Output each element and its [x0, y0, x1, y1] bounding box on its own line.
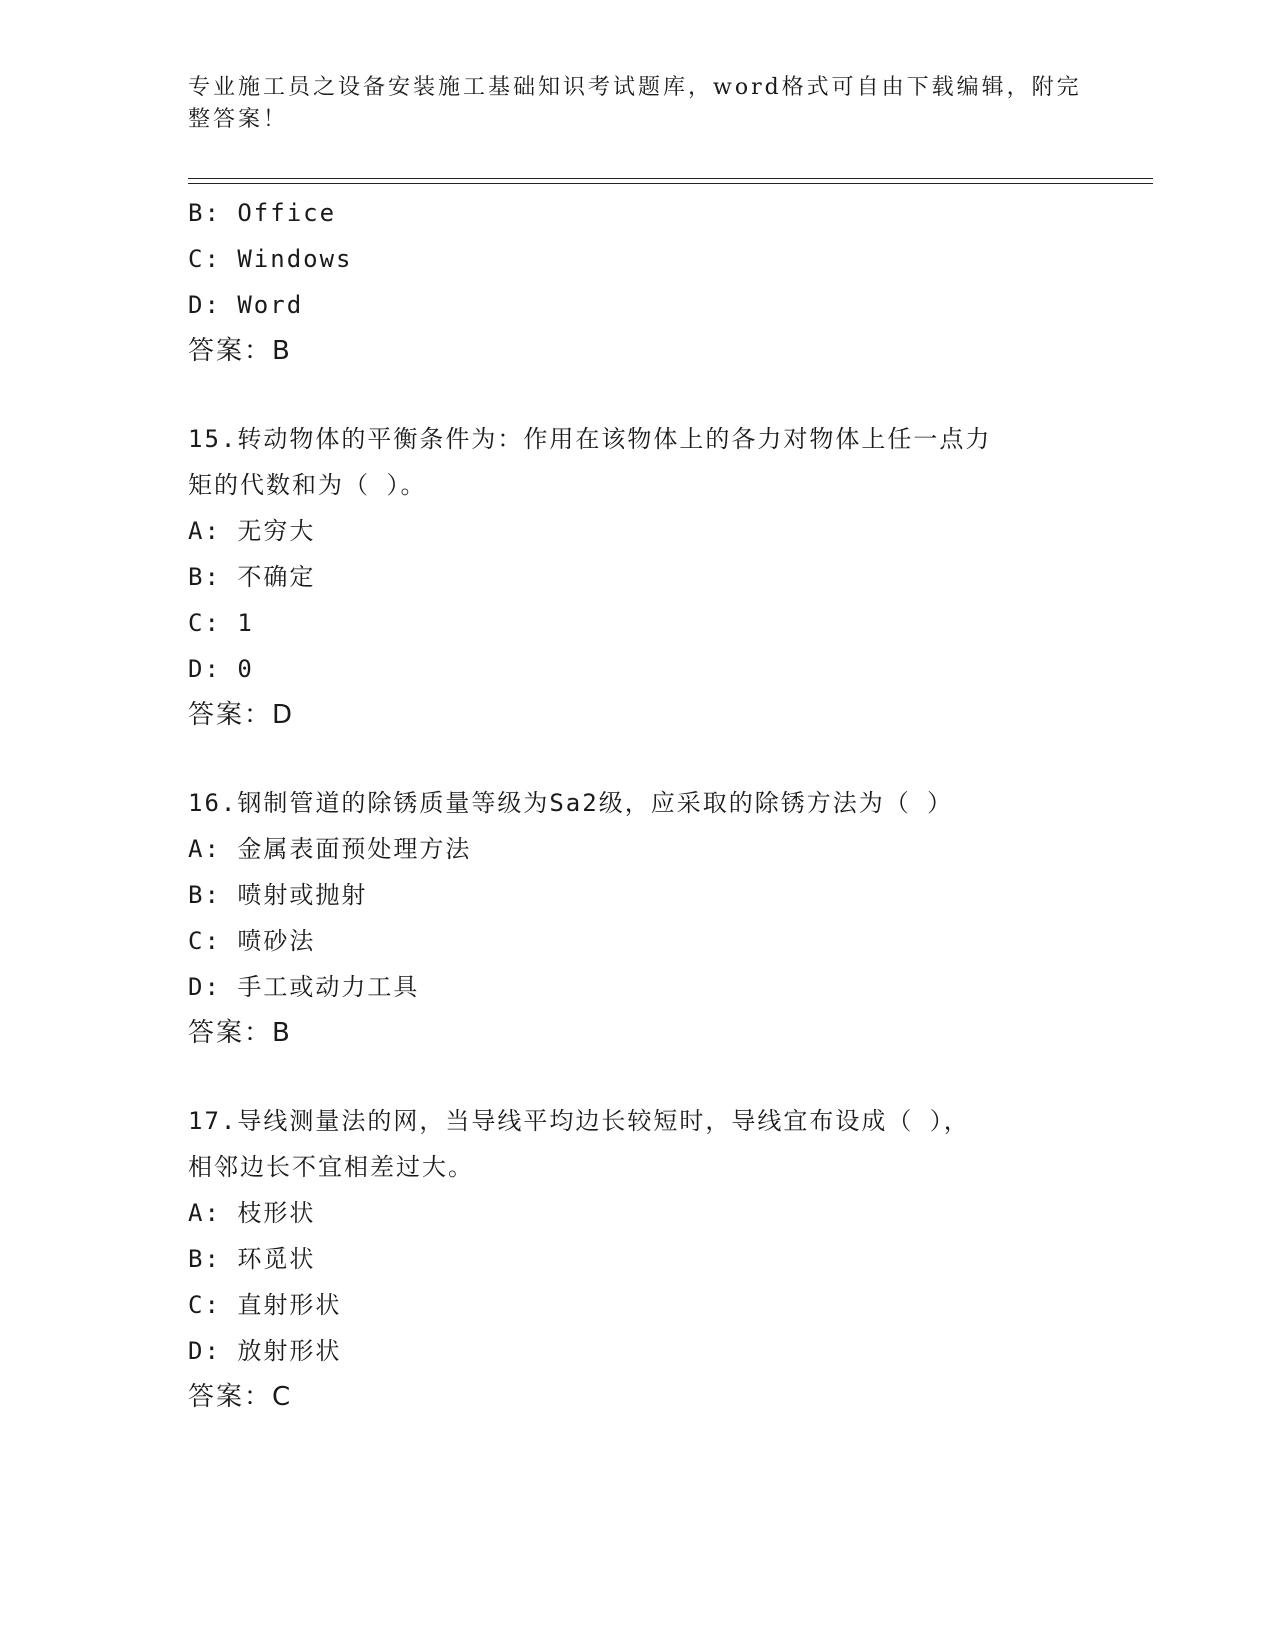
question-stem-line-2: 相邻边长不宜相差过大。: [188, 1153, 474, 1181]
answer-line: 答案：C: [188, 1382, 293, 1412]
option-c: C: 1: [188, 609, 254, 637]
header-line-2: 整答案！: [188, 107, 289, 132]
question-14: [188, 190, 1088, 374]
option-d: D: 0: [188, 655, 254, 683]
question-stem-line-1: 17.导线测量法的网，当导线平均边长较短时，导线宜布设成（ ），: [188, 1107, 970, 1135]
option-d: D: 手工或动力工具: [188, 973, 420, 1001]
question-15: [188, 416, 1088, 738]
option-b: B: 环觅状: [188, 1245, 316, 1273]
question-gap: [188, 374, 1088, 416]
question-list: [188, 190, 1088, 1420]
option-a: A: 金属表面预处理方法: [188, 835, 472, 863]
question-stem-line-2: 矩的代数和为（ ）。: [188, 471, 427, 499]
question-stem-line-1: 15.转动物体的平衡条件为：作用在该物体上的各力对物体上任一点力: [188, 425, 992, 453]
option-d: D: 放射形状: [188, 1337, 342, 1365]
option-d: D: Word: [188, 291, 304, 319]
header-divider: [188, 178, 1153, 184]
header-line-1: 专业施工员之设备安装施工基础知识考试题库，word格式可自由下载编辑，附完: [188, 75, 1082, 100]
option-b: B: Office: [188, 199, 337, 227]
option-b: B: 喷射或抛射: [188, 881, 368, 909]
answer-line: 答案：B: [188, 1018, 292, 1048]
option-a: A: 枝形状: [188, 1199, 316, 1227]
question-stem-line-1: 16.钢制管道的除锈质量等级为Sa2级，应采取的除锈方法为（ ）: [188, 789, 954, 817]
option-a: A: 无穷大: [188, 517, 316, 545]
question-gap: [188, 1056, 1088, 1098]
question-17: [188, 1098, 1088, 1420]
question-gap: [188, 738, 1088, 780]
document-header: [188, 72, 1082, 136]
option-c: C: Windows: [188, 245, 353, 273]
question-16: [188, 780, 1088, 1056]
answer-line: 答案：D: [188, 700, 295, 730]
answer-line: 答案：B: [188, 336, 292, 366]
option-c: C: 喷砂法: [188, 927, 316, 955]
option-c: C: 直射形状: [188, 1291, 342, 1319]
option-b: B: 不确定: [188, 563, 316, 591]
